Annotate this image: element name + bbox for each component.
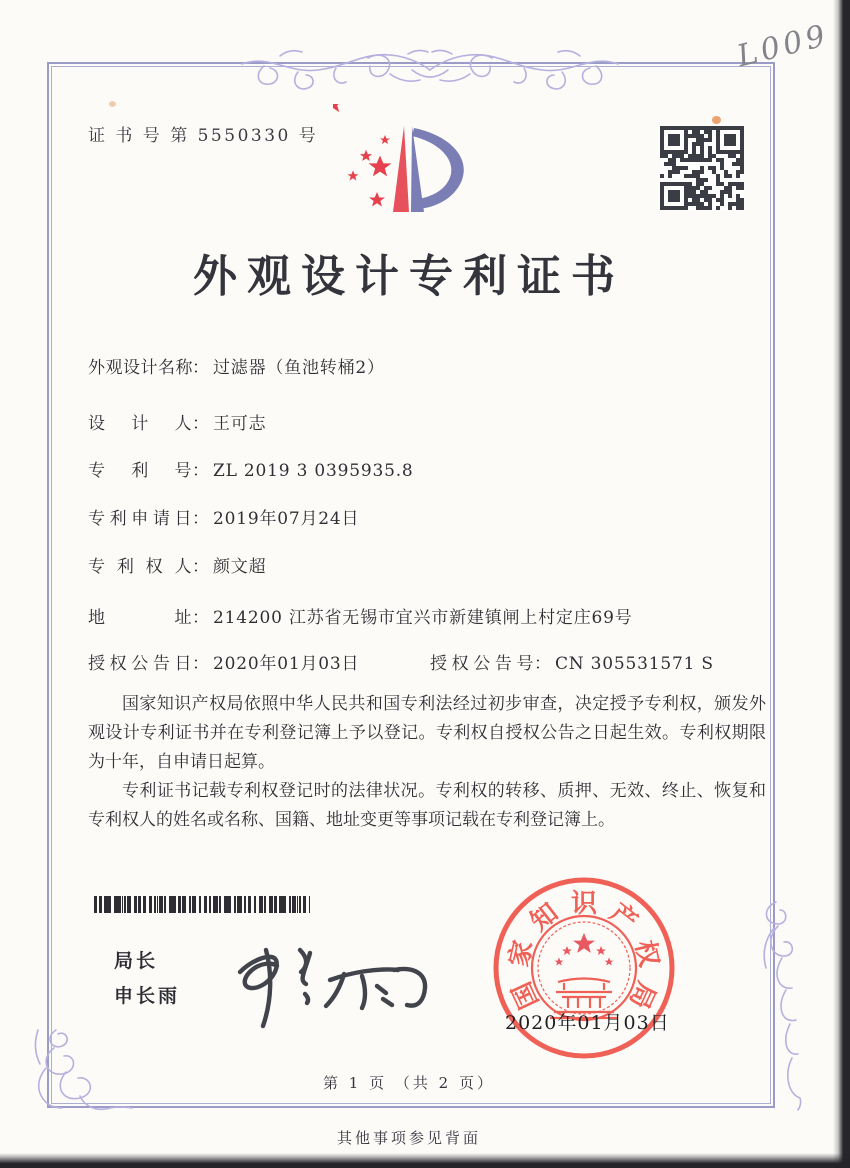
colon: ： xyxy=(192,414,209,434)
scan-edge-right xyxy=(833,0,850,1168)
field-value: 颜文超 xyxy=(213,557,267,577)
signer-name: 申长雨 xyxy=(114,985,181,1007)
handwritten-note-text: L009 xyxy=(733,17,833,74)
svg-text:国: 国 xyxy=(506,976,546,1014)
barcode xyxy=(94,896,310,913)
colon: ： xyxy=(192,608,209,628)
field-label: 专利申请日 xyxy=(88,509,192,529)
logo-red-wedge xyxy=(393,126,409,212)
handwritten-note xyxy=(726,14,836,74)
signature-handwriting xyxy=(225,935,435,1035)
field-value: 王可志 xyxy=(213,414,267,434)
svg-text:产: 产 xyxy=(603,897,643,938)
field-address xyxy=(88,603,768,628)
field-grant-date xyxy=(88,649,768,674)
field-grant-number xyxy=(430,649,714,674)
colon: ： xyxy=(192,461,209,481)
official-seal xyxy=(484,868,684,1068)
colon: ： xyxy=(192,654,209,674)
seal-date: 2020年01月03日 xyxy=(505,1012,670,1034)
field-label: 专利权人 xyxy=(88,557,192,577)
field-label: 授权公告日 xyxy=(88,654,192,674)
seal-ring xyxy=(504,889,664,1013)
seal-emblem xyxy=(532,916,636,1020)
field-designer xyxy=(88,409,768,434)
colon: ： xyxy=(534,654,551,674)
page-number: 第 1 页 （共 2 页） xyxy=(323,1074,495,1092)
cnipa-logo xyxy=(333,104,473,219)
colon: ： xyxy=(192,509,209,529)
legal-paragraph-1: 国家知识产权局依照中华人民共和国专利法经过初步审查，决定授予专利权，颁发外观设计专利证书并在专利登记簿上予以登记。专利权自授权公告之日起生效。专利权期限为十年，自申请日起算。 xyxy=(88,694,766,772)
field-patentee xyxy=(88,552,768,577)
seal-stars xyxy=(555,933,614,966)
paper-stain xyxy=(712,116,721,124)
svg-text:知: 知 xyxy=(525,897,565,938)
paper-stain xyxy=(109,101,116,107)
field-label: 设计人 xyxy=(88,414,192,434)
svg-text:权: 权 xyxy=(628,937,664,970)
field-filing-date xyxy=(88,504,768,529)
field-label: 专利号 xyxy=(88,461,192,481)
field-value: ZL 2019 3 0395935.8 xyxy=(213,461,414,481)
certificate-title: 外观设计专利证书 xyxy=(193,251,625,302)
field-label: 授权公告号 xyxy=(430,654,534,674)
svg-text:局: 局 xyxy=(622,976,662,1014)
field-value: 214200 江苏省无锡市宜兴市新建镇闸上村定庄69号 xyxy=(213,608,633,628)
field-label: 地址 xyxy=(88,608,192,628)
qr-code xyxy=(660,126,744,210)
field-value: CN 305531571 S xyxy=(555,654,714,674)
legal-text xyxy=(88,690,766,835)
svg-text:家: 家 xyxy=(504,937,540,970)
colon: ： xyxy=(192,557,209,577)
legal-paragraph-2: 专利证书记载专利权登记时的法律状况。专利权的转移、质押、无效、终止、恢复和专利权人的姓名或名称、国籍、地址变更等事项记载在专利登记簿上。 xyxy=(88,781,766,830)
certificate-number: 证 书 号 第 5550330 号 xyxy=(88,126,319,146)
back-side-note: 其他事项参见背面 xyxy=(336,1129,481,1147)
field-value: 2019年07月24日 xyxy=(213,509,360,529)
field-label: 外观设计名称 xyxy=(88,358,193,378)
field-value: 过滤器（鱼池转桶2） xyxy=(213,358,385,378)
field-patent-number xyxy=(88,456,768,481)
field-value: 2020年01月03日 xyxy=(213,654,360,674)
scan-edge-bottom xyxy=(0,1153,850,1168)
signer-title: 局长 xyxy=(114,950,159,972)
svg-text:识: 识 xyxy=(570,889,598,919)
field-design-name xyxy=(88,353,768,378)
colon: ： xyxy=(192,358,209,378)
